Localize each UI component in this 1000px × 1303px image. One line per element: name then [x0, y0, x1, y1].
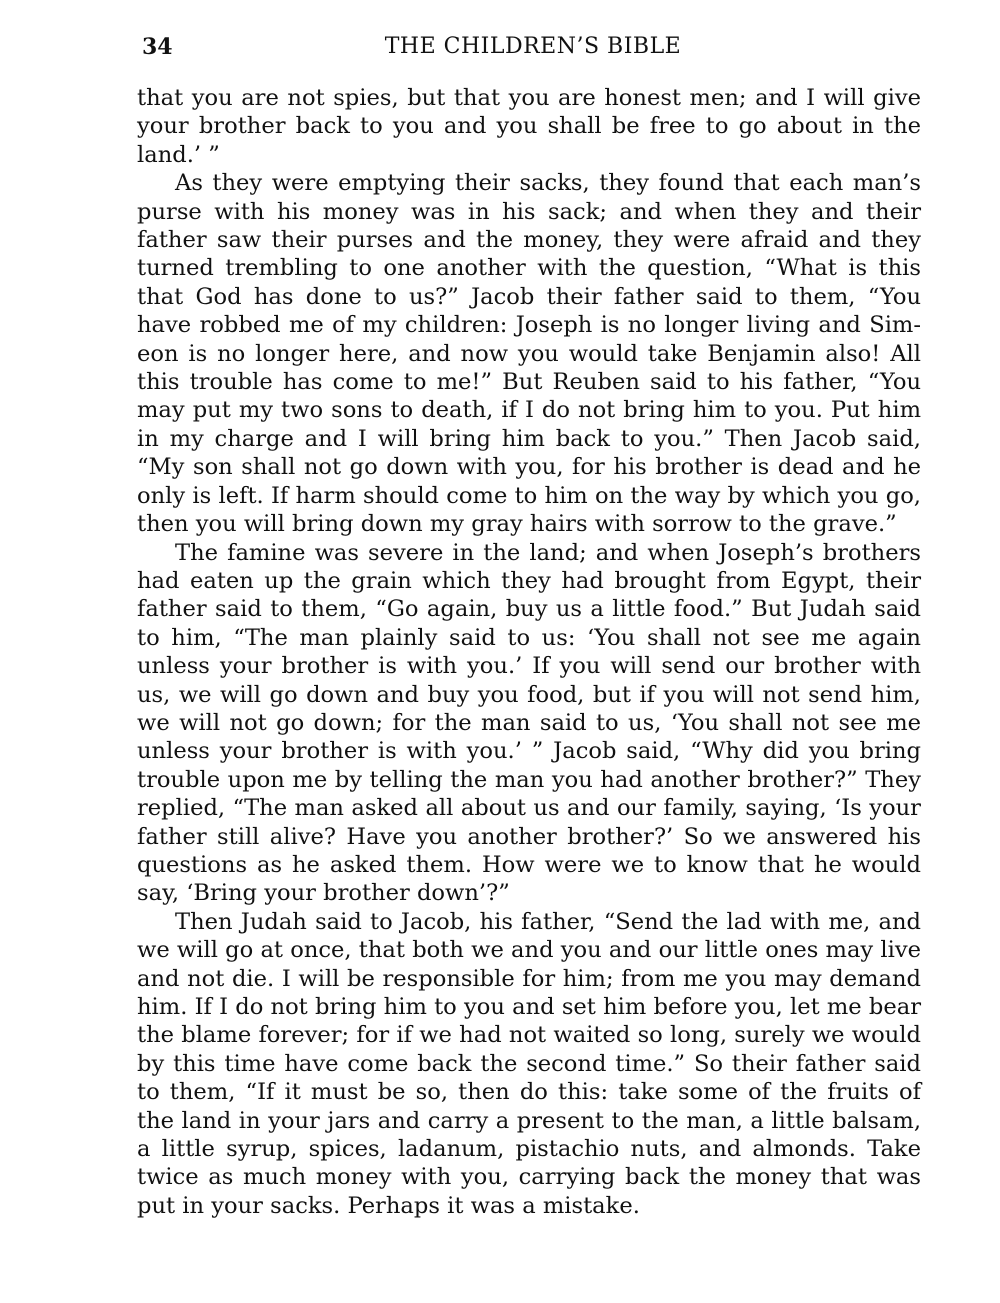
paragraph-continuation: that you are not spies, but that you are honest men; and I will give your brother back to you and you shall be free to go about in the land.’ ”	[137, 85, 921, 168]
page-number: 34	[142, 34, 173, 60]
paragraph-judah-pledge: Then Judah said to Jacob, his father, “Send the lad with me, and we will go at once, that both we and you and our little ones may live and not die. I will be responsible for him; from me you may demand him. If I do not bring him to you and set him before you, let me bear the blame forever; for if we had not waited so long, surely we would by this time have come back the second time.” So their father said to them, “If it must be so, then do this: take some of the fruits of the land in your jars and carry a present to the man, a little balsam, a little syrup, spices, ladanum, pistachio nuts, and almonds. Take twice as much money with you, carrying back the money that was put in your sacks. Perhaps it was a mistake.	[137, 908, 921, 1219]
body-text	[137, 84, 921, 1220]
running-head	[142, 30, 924, 64]
paragraph-emptying-sacks: As they were emptying their sacks, they found that each man’s purse with his money was in his sack; and when they and their father saw their purses and the money, they were afraid and they turned trembling to one another with the question, “What is this that God has done to us?” Jacob their father said to them, “You have robbed me of my children: Joseph is no longer living and Simeon is no longer here, and now you would take Benjamin also! All this trouble has come to me!” But Reuben said to his father, “You may put my two sons to death, if I do not bring him to you. Put him in my charge and I will bring him back to you.” Then Jacob said, “My son shall not go down with you, for his brother is dead and he only is left. If harm should come to him on the way by which you go, then you will bring down my gray hairs with sorrow to the grave.”	[137, 170, 921, 538]
paragraph-famine: The famine was severe in the land; and when Joseph’s brothers had eaten up the grain which they had brought from Egypt, their father said to them, “Go again, buy us a little food.” But Judah said to him, “The man plainly said to us: ‘You shall not see me again unless your brother is with you.’ If you will send our brother with us, we will go down and buy you food, but if you will not send him, we will not go down; for the man said to us, ‘You shall not see me unless your brother is with you.’ ” Jacob said, “Why did you bring trouble upon me by telling the man you had another brother?” They replied, “The man asked all about us and our family, saying, ‘Is your father still alive? Have you another brother?’ So we answered his questions as he asked them. How were we to know that he would say, ‘Bring your brother down’?”	[137, 539, 921, 907]
book-title: THE CHILDREN’S BIBLE	[384, 34, 682, 59]
